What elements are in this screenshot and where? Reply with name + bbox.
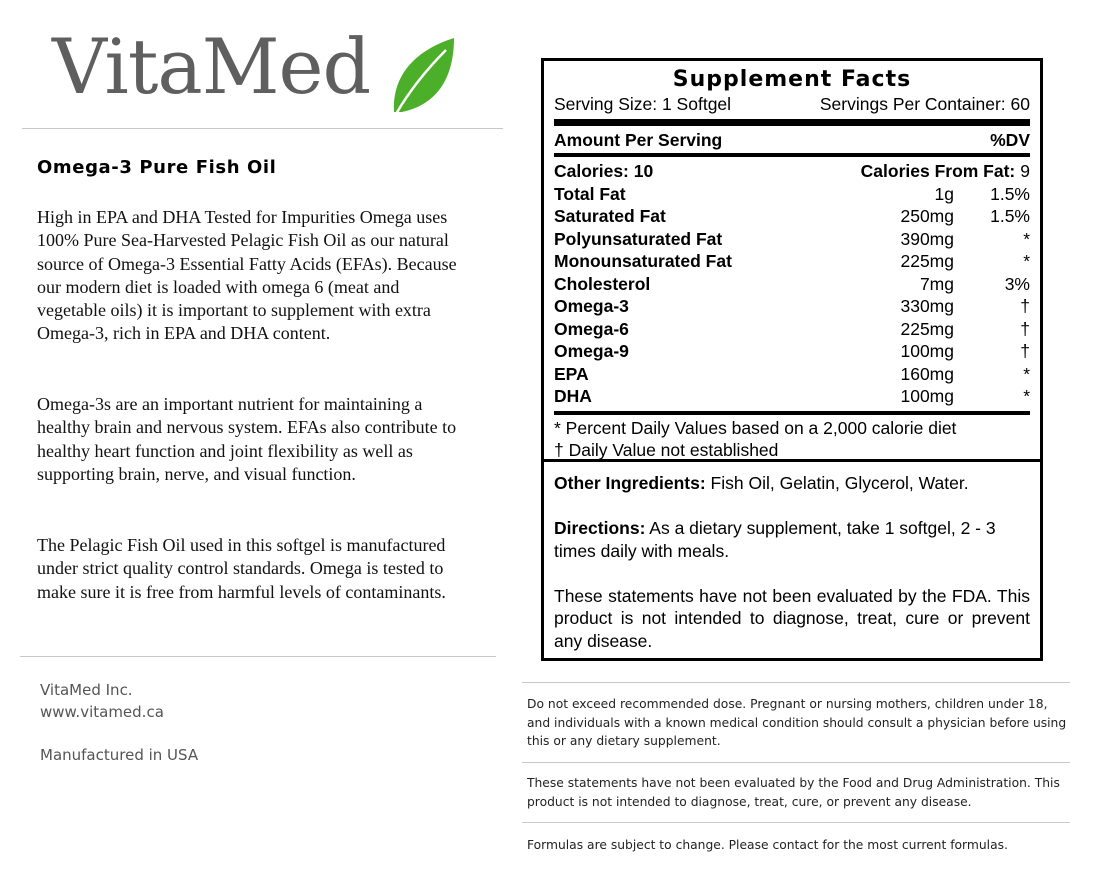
calories-from-fat-value: 9 bbox=[1020, 161, 1030, 181]
directions-label: Directions: bbox=[554, 518, 646, 538]
serving-size: Serving Size: 1 Softgel bbox=[554, 94, 732, 114]
nutrient-name: Cholesterol bbox=[554, 273, 651, 294]
nutrient-dv: 1.5% bbox=[990, 206, 1030, 226]
nutrient-name: Polyunsaturated Fat bbox=[554, 228, 723, 249]
medium-divider bbox=[554, 153, 1030, 157]
supplement-facts-panel bbox=[541, 58, 1043, 462]
serving-info-row bbox=[554, 93, 1030, 116]
nutrient-dv: * bbox=[1023, 251, 1030, 271]
nutrient-name: Total Fat bbox=[554, 183, 626, 204]
nutrient-dv: * bbox=[1023, 363, 1030, 384]
ingredients-panel bbox=[541, 459, 1043, 661]
dv-header: %DV bbox=[990, 129, 1030, 150]
footnote-dv: * Percent Daily Values based on a 2,000 calorie diet bbox=[554, 417, 957, 438]
header-divider bbox=[22, 128, 503, 129]
calories-row bbox=[554, 160, 1030, 183]
product-name: Omega-3 Pure Fish Oil bbox=[37, 157, 277, 178]
disclaimer-divider bbox=[522, 822, 1070, 823]
nutrient-row bbox=[554, 340, 1030, 363]
footnote-not-established: † Daily Value not established bbox=[554, 440, 779, 460]
nutrient-list bbox=[554, 183, 1030, 408]
nutrient-amount: 100mg bbox=[900, 386, 954, 406]
facts-title: Supplement Facts bbox=[672, 67, 912, 92]
calories-from-fat-label: Calories From Fat: bbox=[860, 161, 1016, 181]
servings-per-container: Servings Per Container: 60 bbox=[819, 94, 1030, 114]
nutrient-amount: 225mg bbox=[900, 318, 954, 339]
nutrient-dv: 3% bbox=[1004, 273, 1030, 294]
description-paragraph-2: Omega-3s are an important nutrient for maintaining a healthy brain and nervous system. EFAs also contribute to healthy heart function and joint flexibility as well as supporting brain, nerve, and visual function. bbox=[37, 394, 457, 484]
description-paragraph-1: High in EPA and DHA Tested for Impurities Omega uses 100% Pure Sea-Harvested Pelagic Fish Oil as our natural source of Omega-3 Essential Fatty Acids (EFAs). Because our modern diet is loaded with omega 6 (meat and vegetable oils) it is important to supplement with extra Omega-3, rich in EPA and DHA content. bbox=[37, 207, 457, 344]
nutrient-name: Monounsaturated Fat bbox=[554, 251, 732, 271]
nutrient-name: Omega-3 bbox=[554, 296, 629, 316]
ingredients-text: Fish Oil, Gelatin, Glycerol, Water. bbox=[705, 473, 969, 493]
nutrient-amount: 100mg bbox=[900, 341, 954, 361]
nutrient-amount: 390mg bbox=[900, 228, 954, 249]
nutrient-row bbox=[554, 385, 1030, 408]
company-name: VitaMed Inc. bbox=[40, 681, 133, 699]
nutrient-dv: 1.5% bbox=[990, 183, 1030, 204]
description-paragraph-3: The Pelagic Fish Oil used in this softgel is manufactured under strict quality control standards. Omega is tested to make sure it is free from harmful levels of contaminants. bbox=[37, 535, 446, 602]
nutrient-dv: * bbox=[1023, 228, 1030, 249]
nutrient-dv: † bbox=[1020, 341, 1030, 361]
fda-notice: These statements have not been evaluated by the Food and Drug Administration. This product is not intended to diagnose, treat, cure, or prevent any disease. bbox=[527, 776, 1060, 809]
disclaimer-divider bbox=[522, 762, 1070, 763]
nutrient-row bbox=[554, 205, 1030, 228]
nutrient-dv: † bbox=[1020, 318, 1030, 339]
medium-divider bbox=[554, 411, 1030, 415]
amount-header-row bbox=[554, 129, 1030, 152]
leaf-icon bbox=[388, 30, 458, 122]
nutrient-dv: * bbox=[1023, 386, 1030, 406]
nutrient-amount: 330mg bbox=[900, 296, 954, 316]
nutrient-row bbox=[554, 250, 1030, 273]
nutrient-dv: † bbox=[1020, 296, 1030, 316]
formula-notice: Formulas are subject to change. Please contact for the most current formulas. bbox=[527, 838, 1008, 852]
nutrient-amount: 7mg bbox=[919, 273, 954, 294]
nutrient-amount: 225mg bbox=[900, 251, 954, 271]
vitamed-logo bbox=[52, 22, 462, 112]
thick-divider bbox=[554, 119, 1030, 126]
nutrient-amount: 160mg bbox=[900, 363, 954, 384]
logo-wordmark: VitaMed bbox=[52, 22, 371, 111]
nutrient-name: DHA bbox=[554, 386, 592, 406]
ingredients-label: Other Ingredients: bbox=[554, 473, 706, 493]
nutrient-amount: 1g bbox=[934, 183, 954, 204]
directions-text: As a dietary supplement, take 1 softgel, 2 - 3 times daily with meals. bbox=[554, 518, 996, 561]
footer-divider bbox=[20, 656, 496, 657]
directions bbox=[554, 517, 1030, 562]
fda-statement: These statements have not been evaluated by the FDA. This product is not intended to diagnose, treat, cure or prevent any disease. bbox=[554, 585, 1030, 651]
nutrient-row bbox=[554, 363, 1030, 386]
company-website[interactable]: www.vitamed.ca bbox=[40, 703, 164, 721]
nutrient-name: EPA bbox=[554, 363, 589, 384]
nutrient-row bbox=[554, 273, 1030, 296]
nutrient-name: Omega-6 bbox=[554, 318, 629, 339]
manufacturing-origin: Manufactured in USA bbox=[40, 746, 199, 764]
disclaimer-divider bbox=[522, 682, 1070, 683]
other-ingredients bbox=[554, 472, 1030, 495]
nutrient-row bbox=[554, 183, 1030, 206]
nutrient-amount: 250mg bbox=[900, 206, 954, 226]
nutrient-row bbox=[554, 228, 1030, 251]
nutrient-name: Omega-9 bbox=[554, 341, 629, 361]
nutrient-name: Saturated Fat bbox=[554, 206, 666, 226]
amount-per-serving-label: Amount Per Serving bbox=[554, 129, 723, 150]
nutrient-row bbox=[554, 318, 1030, 341]
dose-warning: Do not exceed recommended dose. Pregnant or nursing mothers, children under 18, and individuals with a known medical condition should consult a physician before using this or any dietary supplement. bbox=[527, 697, 1067, 748]
nutrient-row bbox=[554, 295, 1030, 318]
calories: Calories: 10 bbox=[554, 161, 654, 181]
